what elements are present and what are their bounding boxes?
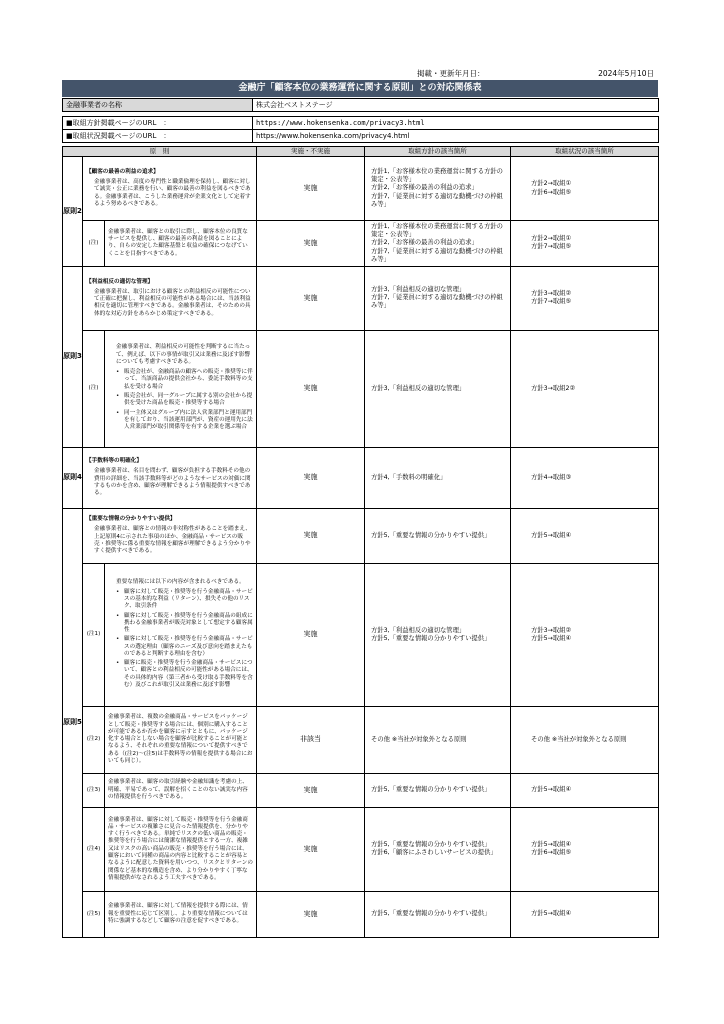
published-date-value: 2024年5月10日 [598,69,654,78]
principle-body: 金融事業者は、名目を問わず、顧客が負担する手数料その他の費用の詳細を、当該手数料等がどのようなサービスの対価に関するものかを含め、顧客が理解できるよう情報提供すべきである。 [94,468,251,497]
principle-body: 金融事業者は、顧客との情報の非対称性があることを踏まえ、上記原則4に示された事項のほか、金融商品・サービスの販売・推奨等に係る重要な情報を顧客が理解できるよう分かりやすく提供すべきである。 [94,526,251,555]
note-label: (注) [83,330,105,447]
note-body: 重要な情報には以下の内容が含まれるべきである。 [116,578,245,585]
note-text: 金融事業者は、顧客に対して販売・推奨等を行う金融商品・サービスの複雑さに見合った情報提供を、分かりやすく行うべきである。単純でリスクの低い商品の販売・推奨等を行う場合には簡潔な情報提供とする一方、複雑又はリスクの高い商品の販売・推奨等を行う場合には、顧客において同種の商品の内容と比較することが容易となるように配意した資料を用いつつ、リスクとリターンの関係など基本的な構造を含め、より分かりやすく丁寧な情報提供がなされるよう工夫すべきである。 [105,807,257,891]
company-info [62,98,659,112]
table-row [63,157,659,221]
status-cell: 方針3→取組2② [511,330,659,447]
policy-cell: 方針5,「重要な情報の分かりやすい提供」 [365,891,511,937]
table-row [63,508,659,563]
status-cell: 方針5→取組④ [511,891,659,937]
impl-cell: 実施 [257,266,365,330]
table-header-row [63,147,659,157]
table-row [63,807,659,891]
impl-cell: 実施 [257,157,365,221]
status-cell: 方針3→取組② 方針5→取組④ [511,563,659,706]
impl-cell: 実施 [257,807,365,891]
status-cell: 方針2→取組① 方針6→取組⑤ [511,157,659,221]
impl-cell: 実施 [257,330,365,447]
col-header-principle: 原 則 [63,147,257,157]
policy-cell: 方針3,「利益相反の適切な管理」 [365,330,511,447]
policy-cell: 方針1,「お客様本位の業務運営に関する方針の策定・公表等」 方針2,「お客様の最善の利益の追求」 方針7,「従業員に対する適切な動機づけの枠組み等」 [365,221,511,267]
note-text [105,563,257,706]
table-row [63,563,659,706]
list-item: • 顧客に対して販売・推奨等を行う金融商品・サービスの基本的な利益（リターン）、損失その他のリスク、取引条件 [116,589,253,611]
bullet-list [116,369,253,431]
principle-label: 原則2 [63,157,83,267]
status-cell: 方針3→取組② 方針7→取組⑤ [511,266,659,330]
impl-cell: 実施 [257,447,365,508]
list-item: • 顧客に対して販売・推奨等を行う金融商品・サービスの選定理由（顧客のニーズ及び意向を踏まえたものであると判断する理由を含む） [116,636,253,658]
note-text [105,330,257,447]
impl-cell: 実施 [257,891,365,937]
principle-text [83,508,257,563]
principle-body: 金融事業者は、高度の専門性と職業倫理を保持し、顧客に対して誠実・公正に業務を行い、顧客の最善の利益を図るべきである。金融事業者は、こうした業務運営が企業文化として定着するよう努めるべきである。 [94,179,251,207]
table-row [63,221,659,267]
principle-heading: 【手数料等の明確化】 [86,458,142,465]
policy-url-label: ■取組方針掲載ページのURL ： [63,117,253,130]
principle-body: 金融事業者は、取引における顧客との利益相反の可能性について正確に把握し、利益相反の可能性がある場合には、当該利益相反を適切に管理すべきである。金融事業者は、そのための具体的な対応方針をあらかじめ策定すべきである。 [94,288,251,317]
principle-heading: 【重要な情報の分かりやすい提供】 [86,516,176,523]
url-info [62,116,659,143]
note-text: 金融事業者は、複数の金融商品・サービスをパッケージとして販売・推奨等する場合には、個別に購入することが可能であるか否かを顧客に示すとともに、パッケージ化する場合としない場合を顧客が比較することが可能となるよう、それぞれの重要な情報について提供すべきである（(注2)～(注5)は手数料等の情報を提供する場合においても同じ）。 [105,706,257,773]
note-label: (注2) [83,706,105,773]
policy-cell: 方針5,「重要な情報の分かりやすい提供」 [365,773,511,807]
table-row [63,773,659,807]
list-item: • 顧客に販売・推奨等を行う金融商品・サービスについて、顧客との利益相反の可能性がある場合には、その具体的内容（第三者から受け取る手数料等を含む）及びこれが取引又は業務に及ぼす影響 [116,660,253,689]
principle-label: 原則5 [63,508,83,937]
company-name-label: 金融事業者の名称 [63,99,253,112]
note-label: (注5) [83,891,105,937]
table-row [63,706,659,773]
note-label: (注4) [83,807,105,891]
list-item: • 販売会社が、同一グループに属する別の会社から提供を受けた商品を販売・推奨等する場合 [116,393,253,408]
status-cell: 方針5→取組④ [511,773,659,807]
policy-cell: 方針1,「お客様本位の業務運営に関する方針の策定・公表等」 方針2,「お客様の最善の利益の追求」 方針7,「従業員に対する適切な動機づけの枠組み等」 [365,157,511,221]
table-row [63,266,659,330]
impl-cell: 非該当 [257,706,365,773]
note-label: (注3) [83,773,105,807]
principle-text [83,447,257,508]
policy-cell: 方針4,「手数料の明確化」 [365,447,511,508]
col-header-policy: 取組方針の該当箇所 [365,147,511,157]
status-cell: 方針5→取組④ [511,508,659,563]
note-text: 金融事業者は、顧客の取引経験や金融知識を考慮の上、明確、平易であって、誤解を招くことのない誠実な内容の情報提供を行うべきである。 [105,773,257,807]
impl-cell: 実施 [257,563,365,706]
principle-label: 原則3 [63,266,83,447]
principle-text [83,266,257,330]
table-row [63,330,659,447]
note-label: (注1) [83,563,105,706]
published-date-label: 掲載・更新年月日： [417,69,485,78]
policy-cell: その他 ※当社が対象外となる原則 [365,706,511,773]
principle-label: 原則4 [63,447,83,508]
note-text: 金融事業者は、顧客との取引に際し、顧客本位の良質なサービスを提供し、顧客の最善の利益を図ることにより、自らの安定した顧客基盤と収益の確保につなげていくことを目指すべきである。 [105,221,257,267]
status-cell: 方針5→取組④ 方針6→取組⑤ [511,807,659,891]
list-item: • 販売会社が、金融商品の顧客への販売・推奨等に伴って、当該商品の提供会社から、委託手数料等の支払を受ける場合 [116,369,253,391]
principle-heading: 【利益相反の適切な管理】 [86,278,154,285]
policy-cell: 方針5,「重要な情報の分かりやすい提供」 方針6,「顧客にふさわしいサービスの提供」 [365,807,511,891]
status-cell: 方針4→取組③ [511,447,659,508]
status-cell: 方針2→取組① 方針7→取組⑤ [511,221,659,267]
principle-heading: 【顧客の最善の利益の追求】 [86,168,159,175]
policy-cell: 方針3,「利益相反の適切な管理」 方針7,「従業員に対する適切な動機づけの枠組み等」 [365,266,511,330]
impl-cell: 実施 [257,221,365,267]
list-item: • 顧客に対して販売・推奨等を行う金融商品の組成に携わる金融事業者が販売対象として想定する顧客属性 [116,613,253,635]
document-title: 金融庁「顧客本位の業務運営に関する原則」との対応関係表 [62,80,658,97]
bullet-list [116,589,253,689]
note-label: (注) [83,221,105,267]
status-url-link[interactable]: https://www.hokensenka.com/privacy4.html [253,130,659,143]
list-item: • 同一主体又はグループ内に法人営業部門と運用部門を有しており、当該運用部門が、資産の運用先に法人営業部門が取引関係等を有する企業を選ぶ場合 [116,410,253,432]
table-row [63,447,659,508]
note-body: 金融事業者は、利益相反の可能性を判断するに当たって、例えば、以下の事情が取引又は業務に及ぼす影響についても考慮すべきである。 [116,344,251,365]
company-name-value: 株式会社ベストステージ [253,99,659,112]
table-row [63,891,659,937]
col-header-impl: 実施・不実施 [257,147,365,157]
impl-cell: 実施 [257,773,365,807]
impl-cell: 実施 [257,508,365,563]
policy-url-link[interactable]: https://www.hokensenka.com/privacy3.html [253,117,659,130]
col-header-status: 取組状況の該当箇所 [511,147,659,157]
principle-text [83,157,257,221]
policy-cell: 方針3,「利益相反の適切な管理」 方針5,「重要な情報の分かりやすい提供」 [365,563,511,706]
correspondence-table [62,146,659,938]
status-cell: その他 ※当社が対象外となる原則 [511,706,659,773]
policy-cell: 方針5,「重要な情報の分かりやすい提供」 [365,508,511,563]
note-text: 金融事業者は、顧客に対して情報を提供する際には、情報を重要性に応じて区別し、より重要な情報については特に強調するなどして顧客の注意を促すべきである。 [105,891,257,937]
published-date-line [62,68,658,80]
status-url-label: ■取組状況掲載ページのURL ： [63,130,253,143]
